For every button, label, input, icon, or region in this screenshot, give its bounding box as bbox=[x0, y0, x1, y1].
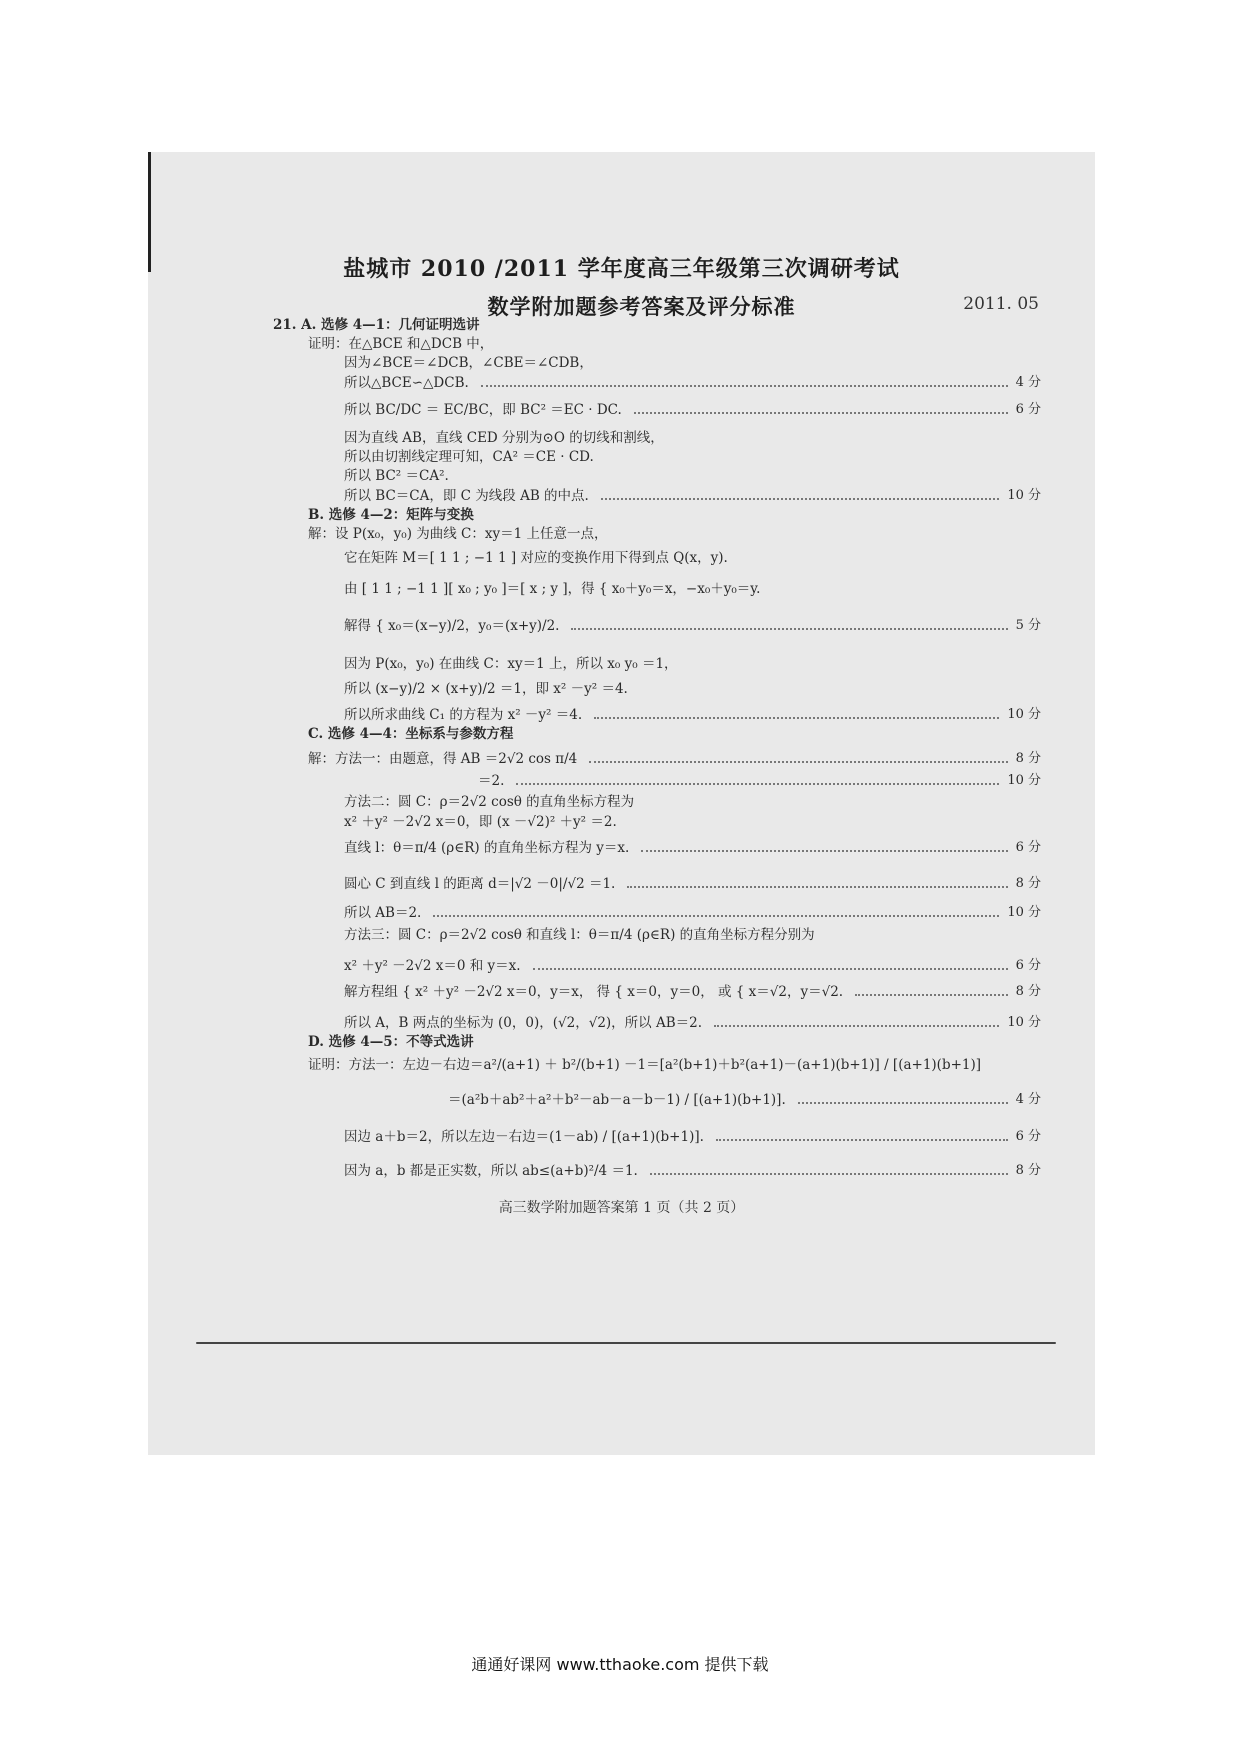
document-date: 2011. 05 bbox=[963, 294, 1039, 314]
dot-leader bbox=[533, 967, 1008, 970]
line-text: D. 选修 4—5：不等式选讲 bbox=[308, 1034, 474, 1050]
dot-leader bbox=[641, 849, 1007, 852]
line-text: 因为 a，b 都是正实数，所以 ab≤(a+b)²/4 ＝1. bbox=[344, 1163, 638, 1179]
dot-leader bbox=[634, 411, 1008, 414]
answer-line bbox=[148, 1161, 1095, 1181]
answer-line bbox=[148, 373, 1095, 393]
answer-content bbox=[148, 152, 1095, 1455]
answer-line bbox=[148, 771, 1095, 791]
line-text: x² ＋y² －2√2 x＝0，即 (x －√2)² ＋y² ＝2. bbox=[344, 814, 617, 830]
answer-line bbox=[148, 616, 1095, 636]
score-mark: 10 分 bbox=[1007, 905, 1041, 920]
line-text: 因为直线 AB，直线 CED 分别为⊙O 的切线和割线， bbox=[344, 430, 664, 446]
answer-line bbox=[148, 792, 1095, 812]
line-text: 解方程组 { x² ＋y² －2√2 x＝0，y＝x， 得 { x＝0，y＝0， 或 { x＝√2，y＝√2. bbox=[344, 984, 844, 1000]
score-mark: 6 分 bbox=[1015, 840, 1041, 855]
line-text: 证明：在△BCE 和△DCB 中， bbox=[308, 336, 494, 352]
line-text: B. 选修 4—2：矩阵与变换 bbox=[308, 507, 474, 523]
line-text: 所以 BC² ＝CA². bbox=[344, 468, 449, 484]
score-mark: 5 分 bbox=[1015, 618, 1041, 633]
line-text: 所以由切割线定理可知，CA² ＝CE · CD. bbox=[344, 449, 594, 465]
answer-line bbox=[148, 838, 1095, 858]
horizontal-rule bbox=[196, 1342, 1056, 1344]
answer-line bbox=[148, 428, 1095, 448]
answer-line bbox=[148, 548, 1095, 568]
answer-line bbox=[148, 749, 1095, 769]
line-text: 因为∠BCE＝∠DCB，∠CBE＝∠CDB， bbox=[344, 355, 593, 371]
answer-line bbox=[148, 524, 1095, 544]
dot-leader bbox=[594, 716, 999, 719]
answer-line bbox=[148, 956, 1095, 976]
scanned-page bbox=[148, 152, 1095, 1455]
line-text: 所以所求曲线 C₁ 的方程为 x² －y² ＝4. bbox=[344, 707, 583, 723]
dot-leader bbox=[798, 1101, 1008, 1104]
answer-line bbox=[148, 705, 1095, 725]
dot-leader bbox=[627, 885, 1007, 888]
answer-line bbox=[148, 925, 1095, 945]
dot-leader bbox=[433, 914, 999, 917]
line-text: C. 选修 4—4：坐标系与参数方程 bbox=[308, 726, 514, 742]
answer-line bbox=[148, 654, 1095, 674]
score-mark: 10 分 bbox=[1007, 773, 1041, 788]
line-text: 解：设 P(x₀，y₀) 为曲线 C：xy＝1 上任意一点， bbox=[308, 526, 608, 542]
line-text: x² ＋y² －2√2 x＝0 和 y＝x. bbox=[344, 958, 521, 974]
answer-line bbox=[148, 466, 1095, 486]
answer-line bbox=[148, 334, 1095, 354]
line-text: 21. A. 选修 4—1：几何证明选讲 bbox=[273, 317, 480, 333]
answer-line bbox=[148, 447, 1095, 467]
line-text: 圆心 C 到直线 l 的距离 d＝|√2 －0|/√2 ＝1. bbox=[344, 876, 616, 892]
score-mark: 10 分 bbox=[1007, 707, 1041, 722]
line-text: 它在矩阵 M＝[ 1 1 ; −1 1 ] 对应的变换作用下得到点 Q(x，y). bbox=[344, 550, 728, 566]
dot-leader bbox=[481, 384, 1008, 387]
answer-line bbox=[148, 812, 1095, 832]
download-credit: 通通好课网 www.tthaoke.com 提供下载 bbox=[471, 1655, 769, 1674]
scan-edge-mark bbox=[148, 152, 151, 272]
answer-line bbox=[148, 874, 1095, 894]
document-title: 盐城市 2010 /2011 学年度高三年级第三次调研考试 bbox=[343, 256, 900, 282]
score-mark: 8 分 bbox=[1015, 984, 1041, 999]
answer-line bbox=[148, 982, 1095, 1002]
line-text: 因为 P(x₀，y₀) 在曲线 C：xy＝1 上，所以 x₀ y₀ ＝1， bbox=[344, 656, 678, 672]
score-mark: 6 分 bbox=[1015, 958, 1041, 973]
document-subtitle: 数学附加题参考答案及评分标准 bbox=[487, 294, 796, 319]
dot-leader bbox=[589, 760, 1007, 763]
line-text: ＝2. bbox=[478, 773, 505, 789]
line-text: 所以 AB＝2. bbox=[344, 905, 422, 921]
score-mark: 4 分 bbox=[1015, 1092, 1041, 1107]
answer-line bbox=[148, 679, 1095, 699]
score-mark: 8 分 bbox=[1015, 751, 1041, 766]
answer-line bbox=[148, 1013, 1095, 1033]
section-heading bbox=[148, 1032, 1095, 1052]
score-mark: 10 分 bbox=[1007, 1015, 1041, 1030]
answer-line bbox=[148, 400, 1095, 420]
line-text: 方法三：圆 C：ρ＝2√2 cosθ 和直线 l：θ＝π/4 (ρ∈R) 的直角坐标方程分别为 bbox=[344, 927, 815, 943]
dot-leader bbox=[714, 1024, 999, 1027]
line-text: 解：方法一：由题意，得 AB ＝2√2 cos π/4 bbox=[308, 751, 578, 767]
dot-leader bbox=[571, 627, 1007, 630]
answer-line bbox=[148, 903, 1095, 923]
line-text: 由 [ 1 1 ; −1 1 ][ x₀ ; y₀ ]＝[ x ; y ]，得 { x₀＋y₀＝x，−x₀＋y₀＝y. bbox=[344, 581, 761, 597]
score-mark: 8 分 bbox=[1015, 1163, 1041, 1178]
line-text: 解得 { x₀＝(x−y)/2，y₀＝(x+y)/2. bbox=[344, 618, 560, 634]
line-text: 所以 BC＝CA，即 C 为线段 AB 的中点. bbox=[344, 488, 589, 504]
line-text: 所以 (x−y)/2 × (x+y)/2 ＝1，即 x² －y² ＝4. bbox=[344, 681, 628, 697]
line-text: ＝(a²b＋ab²＋a²＋b²－ab－a－b－1) / [(a+1)(b+1)]. bbox=[448, 1092, 786, 1108]
dot-leader bbox=[516, 782, 999, 785]
answer-line bbox=[148, 486, 1095, 506]
line-text: 所以△BCE∽△DCB. bbox=[344, 375, 469, 391]
answer-line bbox=[148, 579, 1095, 599]
line-text: 因边 a＋b＝2，所以左边－右边＝(1－ab) / [(a+1)(b+1)]. bbox=[344, 1129, 704, 1145]
dot-leader bbox=[601, 497, 999, 500]
section-heading bbox=[148, 505, 1095, 525]
dot-leader bbox=[855, 993, 1008, 996]
section-heading bbox=[148, 724, 1095, 744]
dot-leader bbox=[650, 1172, 1008, 1175]
score-mark: 6 分 bbox=[1015, 1129, 1041, 1144]
line-text: 所以 BC/DC ＝ EC/BC，即 BC² ＝EC · DC. bbox=[344, 402, 622, 418]
answer-line bbox=[148, 353, 1095, 373]
line-text: 直线 l：θ＝π/4 (ρ∈R) 的直角坐标方程为 y＝x. bbox=[344, 840, 630, 856]
score-mark: 6 分 bbox=[1015, 402, 1041, 417]
line-text: 方法二：圆 C：ρ＝2√2 cosθ 的直角坐标方程为 bbox=[344, 794, 635, 810]
line-text: 证明：方法一：左边－右边＝a²/(a+1) ＋ b²/(b+1) －1＝[a²(b+1)＋b²(a+1)－(a+1)(b+1)] / [(a+1)(b+1)] bbox=[308, 1057, 982, 1073]
dot-leader bbox=[716, 1138, 1008, 1141]
score-mark: 10 分 bbox=[1007, 488, 1041, 503]
score-mark: 8 分 bbox=[1015, 876, 1041, 891]
page-footer: 高三数学附加题答案第 1 页（共 2 页） bbox=[498, 1200, 745, 1216]
answer-line bbox=[148, 1055, 1095, 1075]
answer-line bbox=[148, 1090, 1095, 1110]
score-mark: 4 分 bbox=[1015, 375, 1041, 390]
answer-line bbox=[148, 1127, 1095, 1147]
line-text: 所以 A，B 两点的坐标为 (0，0)，(√2，√2)，所以 AB＝2. bbox=[344, 1015, 703, 1031]
section-heading bbox=[148, 315, 1095, 335]
